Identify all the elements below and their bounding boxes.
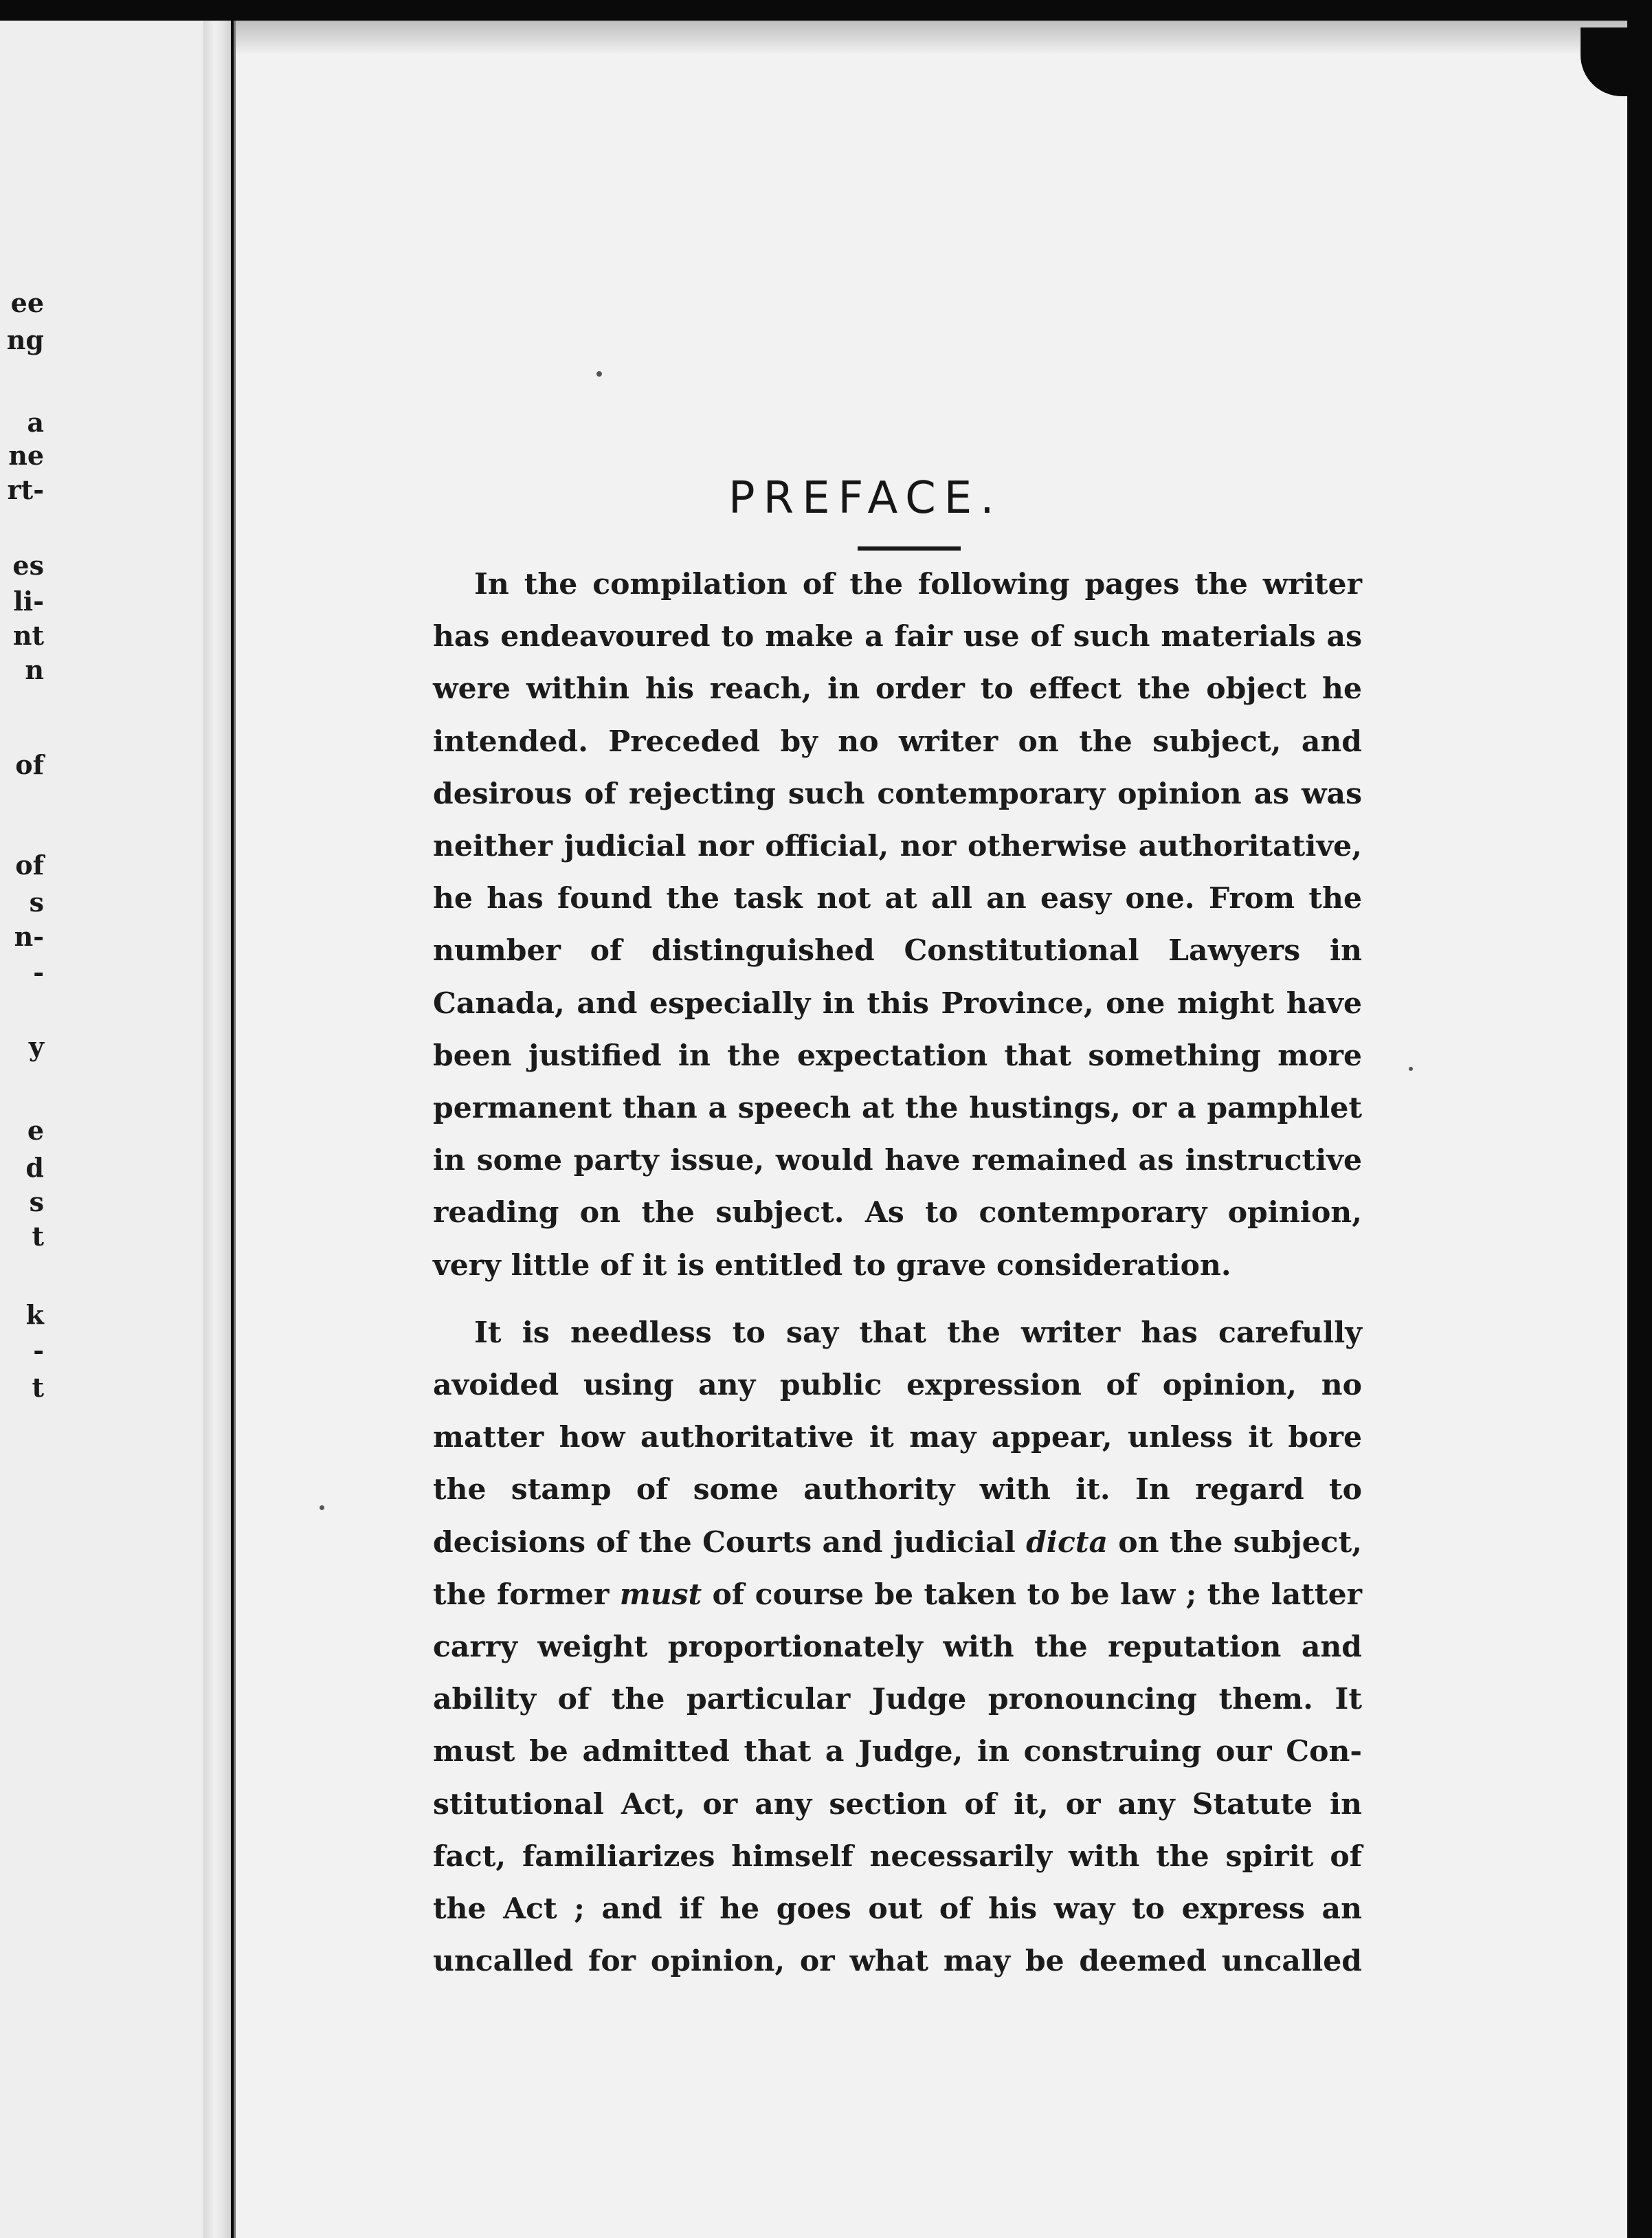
left-fragment: of [15, 749, 44, 780]
text-line: has endeavoured to make a fair use of such materials as [433, 619, 1362, 654]
text-segment: the former [433, 1577, 620, 1612]
right-page-edge [1627, 76, 1652, 2238]
text-line: Canada, and especially in this Province, one might have [433, 986, 1362, 1021]
text-line: been justified in the expectation that something more [433, 1038, 1362, 1073]
text-line: permanent than a speech at the hustings, or a pamphlet [433, 1091, 1362, 1126]
text-segment: on the subject, [1108, 1525, 1362, 1560]
text-line: matter how authoritative it may appear, unless it bore [433, 1420, 1362, 1455]
left-fragment: d [25, 1152, 44, 1183]
text-line: number of distinguished Constitutional Lawyers in [433, 933, 1362, 968]
left-fragment: ee [10, 287, 44, 318]
text-line: reading on the subject. As to contemporary opinion, [433, 1195, 1362, 1230]
text-segment: of course be taken to be law ; the latter [702, 1577, 1362, 1612]
paragraph-1 [433, 558, 1362, 1292]
paragraph-2 [433, 1307, 1362, 1988]
text-line: the stamp of some authority with it. In regard to [433, 1472, 1362, 1507]
text-line: stitutional Act, or any section of it, or any Statute in [433, 1786, 1362, 1821]
text-line: avoided using any public expression of opinion, no [433, 1368, 1362, 1403]
scan-speck [320, 1505, 324, 1510]
text-line: uncalled for opinion, or what may be deemed uncalled [433, 1944, 1362, 1979]
left-fragment: li- [13, 586, 44, 617]
left-fragment: n [25, 654, 44, 685]
title-underline-rule [858, 546, 961, 551]
left-fragment: nt [12, 620, 44, 651]
left-fragment: s [29, 887, 44, 918]
left-fragment: n- [14, 921, 44, 952]
scan-speck [1409, 1067, 1413, 1071]
text-line [433, 1569, 1362, 1621]
left-fragment: y [28, 1031, 44, 1062]
text-line: fact, familiarizes himself necessarily with the spirit of [433, 1839, 1362, 1874]
text-line: he has found the task not at all an easy one. From the [433, 881, 1362, 916]
text-line: It is needless to say that the writer has carefully [474, 1315, 1362, 1350]
text-line: carry weight proportionately with the reputation and [433, 1630, 1362, 1665]
text-line: the Act ; and if he goes out of his way to express an [433, 1892, 1362, 1927]
text-line: must be admitted that a Judge, in construing our Con- [433, 1734, 1362, 1769]
text-line: neither judicial nor official, nor otherwise authoritative, [433, 829, 1362, 864]
text-line: ability of the particular Judge pronouncing them. It [433, 1682, 1362, 1717]
left-fragment: - [33, 1335, 44, 1366]
text-line: intended. Preceded by no writer on the subject, and [433, 724, 1362, 759]
left-fragment: s [29, 1186, 44, 1217]
body-text [433, 558, 1362, 1987]
text-line: In the compilation of the following pages the writer [474, 567, 1362, 601]
text-line: in some party issue, would have remained as instructive [433, 1143, 1362, 1178]
text-line: were within his reach, in order to effect the object he [433, 672, 1362, 707]
left-fragment: e [27, 1115, 44, 1146]
left-fragment: of [15, 850, 44, 880]
left-fragment: - [33, 957, 44, 988]
left-fragment: es [12, 550, 44, 581]
book-gutter [203, 21, 231, 2238]
page-top-shadow [236, 21, 1627, 55]
left-fragment: k [25, 1299, 44, 1330]
text-line [433, 1516, 1362, 1569]
left-fragment: ne [8, 440, 44, 471]
page-title: PREFACE. [728, 473, 1003, 524]
text-line: very little of it is entitled to grave consideration. [433, 1248, 1231, 1283]
left-fragment: rt- [7, 474, 44, 505]
italic-term: must [619, 1577, 702, 1612]
left-fragment: a [27, 407, 44, 438]
text-line: desirous of rejecting such contemporary opinion as was [433, 776, 1362, 811]
italic-term: dicta [1026, 1525, 1108, 1560]
left-fragment: t [32, 1221, 44, 1252]
scan-speck [596, 371, 602, 377]
text-segment: decisions of the Courts and judicial [433, 1525, 1027, 1560]
left-fragment: ng [6, 324, 44, 355]
left-fragment: t [32, 1372, 44, 1403]
